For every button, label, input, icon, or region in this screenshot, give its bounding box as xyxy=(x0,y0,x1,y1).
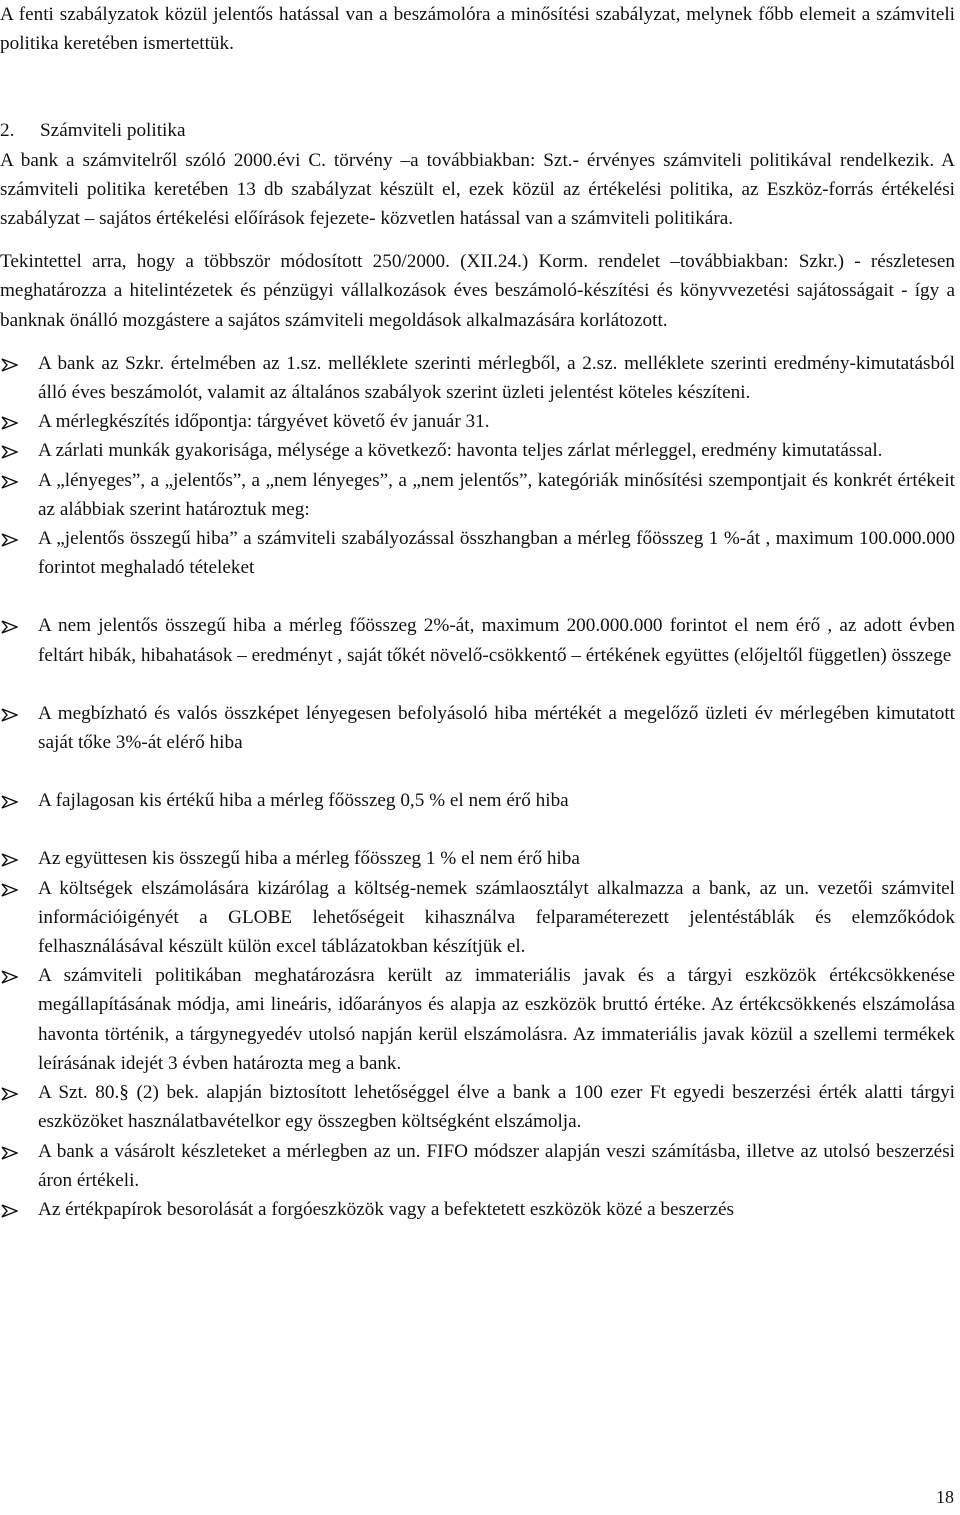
list-item-text: Az együttesen kis összegű hiba a mérleg főösszeg 1 % el nem érő hiba xyxy=(38,848,580,870)
list-item-text: A Szt. 80.§ (2) bek. alapján biztosított lehetőséggel élve a bank a 100 ezer Ft egyedi beszerzési érték alatti tárgyi eszközöket használatbavételkor egy összegben költségként elszámolja. xyxy=(38,1082,955,1133)
list-item-text: A fajlagosan kis értékű hiba a mérleg főösszeg 0,5 % el nem érő hiba xyxy=(38,790,569,812)
list-item xyxy=(0,844,955,873)
list-item xyxy=(0,961,955,1078)
arrow-bullet-icon xyxy=(0,436,20,465)
paragraph-szkr: Tekintettel arra, hogy a többször módosított 250/2000. (XII.24.) Korm. rendelet –továbbiakban: Szkr.) - részletesen meghatározza a hitelintézetek és pénzügyi vállalkozások éves beszámoló-készítési és könyvvezetési sajátosságait - így a banknak önálló mozgástere a sajátos számviteli megoldások alkalmazására korlátozott. xyxy=(0,251,955,331)
spacer xyxy=(0,815,955,844)
list-item-text: A mérlegkészítés időpontja: tárgyévet követő év január 31. xyxy=(38,411,490,433)
arrow-bullet-icon xyxy=(0,466,20,495)
arrow-bullet-icon xyxy=(0,1078,20,1107)
section-heading xyxy=(0,116,955,145)
list-item-text: A bank az Szkr. értelmében az 1.sz. melléklete szerinti mérlegből, a 2.sz. melléklete szerinti eredmény-kimutatásból álló éves beszámolót, valamit az általános szabályok szerint üzleti jelentést köteles készíteni. xyxy=(38,352,955,404)
list-item xyxy=(0,1195,955,1224)
arrow-bullet-icon xyxy=(0,611,20,640)
list-item xyxy=(0,786,955,815)
list-item xyxy=(0,436,955,465)
list-item-text: Az értékpapírok besorolását a forgóeszközök vagy a befektetett eszközök közé a beszerzés xyxy=(38,1198,734,1220)
arrow-bullet-icon xyxy=(0,524,20,553)
list-item xyxy=(0,699,955,757)
arrow-bullet-icon xyxy=(0,786,20,815)
arrow-bullet-icon xyxy=(0,874,20,903)
intro-paragraph: A fenti szabályzatok közül jelentős hatással van a beszámolóra a minősítési szabályzat, melynek főbb elemeit a számviteli politika keretében ismertettük. xyxy=(0,4,955,55)
list-item-text: A nem jelentős összegű hiba a mérleg főösszeg 2%-át, maximum 200.000.000 forintot el nem érő , az adott évben feltárt hibák, hibahatások – eredményt , saját tőkét növelő-csökkentő – értékének együttes (előjeltől független) összege xyxy=(38,615,955,666)
list-item xyxy=(0,1137,955,1195)
list-item xyxy=(0,611,955,669)
spacer xyxy=(0,670,955,699)
page-number: 18 xyxy=(936,1487,954,1507)
list-item-text: A számviteli politikában meghatározásra került az immateriális javak és a tárgyi eszközök értékcsökkenése megállapításának módja, ami lineáris, időarányos és alapja az eszközök bruttó értéke. Az értékcsökkenés elszámolása havonta történik, a tárgynegyedév utolsó napján kerül elszámolásra. Az immateriális javak közül a szellemi termékek leírásának idejét 3 évben határozta meg a bank. xyxy=(38,965,955,1074)
list-item-text: A költségek elszámolására kizárólag a költség-nemek számlaosztályt alkalmazza a bank, az un. vezetői számvitel információigényét a GLOBE lehetőségeit kihasználva felparaméterezett jelentéstáblák és elemzőkódok felhasználásával készült külön excel táblázatokban készítjük el. xyxy=(38,877,955,958)
list-item-text: A „jelentős összegű hiba” a számviteli szabályozással összhangban a mérleg főösszeg 1 %-át , maximum 100.000.000 forintot meghaladó tételeket xyxy=(38,528,955,579)
list-item xyxy=(0,874,955,962)
list-item-text: A megbízható és valós összképet lényegesen befolyásoló hiba mértékét a megelőző üzleti év mérlegében kimutatott saját tőke 3%-át elérő hiba xyxy=(38,702,955,754)
paragraph-policy: A bank a számvitelről szóló 2000.évi C. törvény –a továbbiakban: Szt.- érvényes számviteli politikával rendelkezik. A számviteli politika keretében 13 db szabályzat készült el, ezek közül az értékelési politika, az Eszköz-forrás értékelési szabályzat – sajátos értékelési előírások fejezete- közvetlen hatással van a számviteli politikára. xyxy=(0,149,955,230)
spacer xyxy=(0,233,955,247)
spacer xyxy=(0,757,955,786)
spacer xyxy=(0,58,955,116)
arrow-bullet-icon xyxy=(0,961,20,990)
arrow-bullet-icon xyxy=(0,699,20,728)
list-item xyxy=(0,524,955,582)
list-item-text: A zárlati munkák gyakorisága, mélysége a következő: havonta teljes zárlat mérleggel, eredmény kimutatással. xyxy=(38,440,883,462)
arrow-bullet-icon xyxy=(0,1137,20,1166)
spacer xyxy=(0,582,955,611)
arrow-bullet-icon xyxy=(0,1195,20,1224)
list-item-text: A „lényeges”, a „jelentős”, a „nem lényeges”, a „nem jelentős”, kategóriák minősítési szempontjait és konkrét értékeit az alábbiak szerint határoztuk meg: xyxy=(38,469,955,520)
list-item xyxy=(0,1078,955,1136)
list-item xyxy=(0,466,955,524)
section-title: Számviteli politika xyxy=(40,120,186,142)
arrow-bullet-icon xyxy=(0,844,20,873)
arrow-bullet-icon xyxy=(0,407,20,436)
list-item-text: A bank a vásárolt készleteket a mérlegben az un. FIFO módszer alapján veszi számításba, illetve az utolsó beszerzési áron értékeli. xyxy=(38,1140,955,1191)
spacer xyxy=(0,335,955,349)
list-item xyxy=(0,349,955,407)
section-number: 2. xyxy=(0,120,15,142)
arrow-bullet-icon xyxy=(0,349,20,378)
list-item xyxy=(0,407,955,436)
